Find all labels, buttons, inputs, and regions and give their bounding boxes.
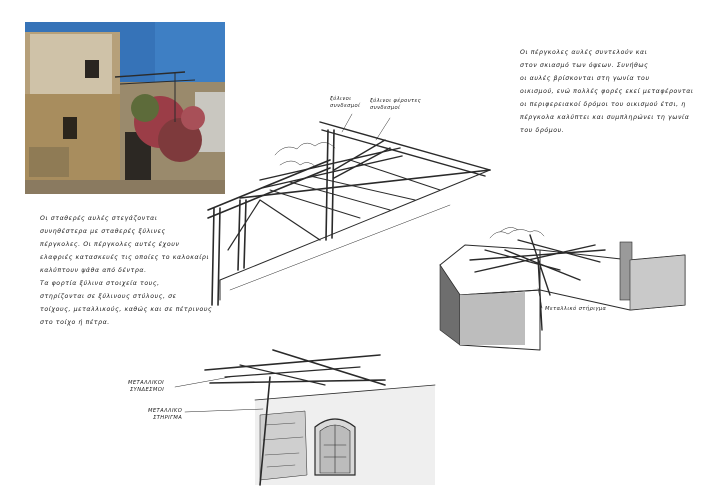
label-metal-joints: ΜΕΤΑΛΛΙΚΟΙ ΣΥΝΔΕΣΜΟΙ [128,380,165,393]
label-wood-pergola: ξύλινοι φέροντες συνδεσμοί [370,98,422,111]
note-line: οι αυλές βρίσκονται στη γωνία του [520,75,650,82]
note-line: καλύπτουν ψάθα από δέντρα. [40,267,147,274]
note-line: τοίχους, μεταλλικούς, καθώς και σε πέτρινους [40,306,213,313]
label-wood-joints: ξύλινοι συνδεσμοί [330,96,361,109]
note-line: στο τοίχο ή πέτρα. [40,319,110,326]
metal-pergola-door-sketch [195,345,455,485]
note-line: πέργκολα καλύπτει και συμπληρώνει τη γωνία [520,114,690,121]
note-line: στον σκιασμό των όψεων. Συνήθως [520,62,649,69]
note-line: Οι σταθερές αυλές στεγάζονται [40,215,158,222]
note-line: οικισμού, ενώ πολλές φορές εκεί μεταφέρονται [520,88,694,95]
label-metal-support-right: Μεταλλικό στήριγμα [545,306,607,312]
note-line: Οι πέργκολες αυλές συντελούν και [520,49,648,56]
photo-illustration [25,22,225,194]
note-line: πέργκολες. Οι πέργκολες αυτές έχουν [40,241,180,248]
note-line: οι περιφερειακοί δρόμοι του οικισμού έτσι, η [520,101,686,108]
note-line: συνηθέστερα με σταθερές ξύλινες [40,228,166,235]
courtyard-photo [25,22,225,194]
label-metal-support-bottom: ΜΕΤΑΛΛΙΚΟ ΣΤΗΡΙΓΜΑ [148,408,183,421]
note-line: στηρίζονται σε ξύλινους στύλους, σε [40,293,177,300]
note-left [40,212,212,329]
metal-pergola-house-sketch [430,210,700,360]
note-top-right [520,46,694,137]
note-line: ελαφριές κατασκευές τις οποίες το καλοκαίρι [40,254,210,261]
note-line: Τα φορτία ξύλινα στοιχεία τους, [40,280,160,287]
note-line: του δρόμου. [520,127,565,134]
